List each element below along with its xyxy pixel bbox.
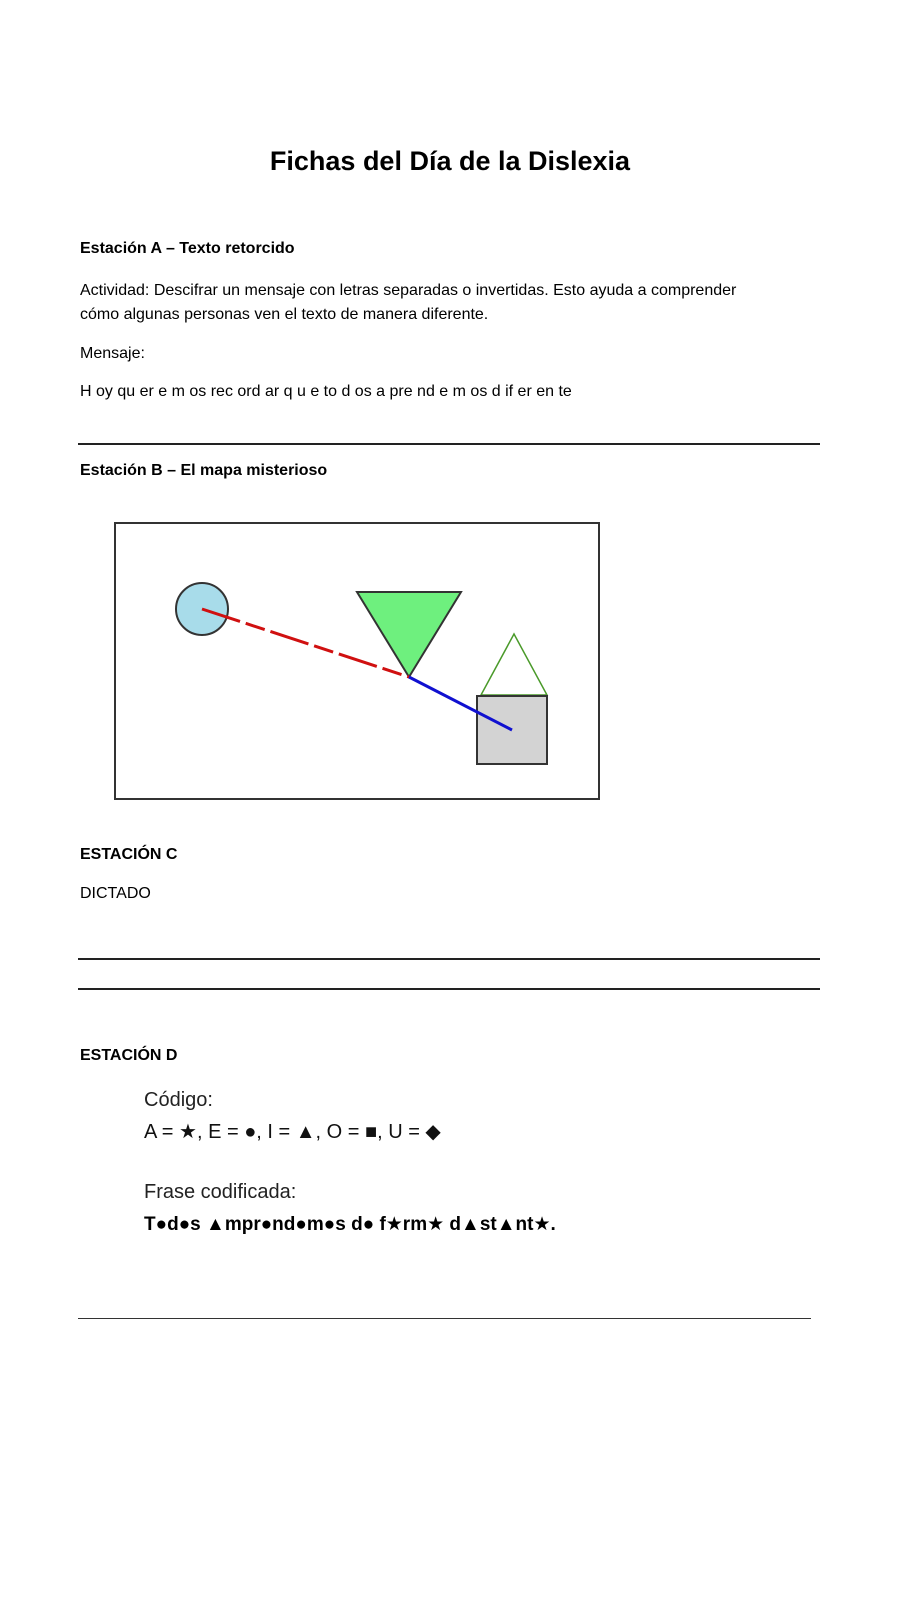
encoded-phrase: T●d●s ▲mpr●nd●m●s d● f★rm★ d▲st▲nt★.	[144, 1214, 556, 1235]
station-a-message-label: Mensaje:	[80, 345, 145, 362]
station-a-activity-line2: cómo algunas personas ven el texto de manera diferente.	[80, 306, 489, 323]
station-c-heading: ESTACIÓN C	[80, 846, 178, 863]
page-title: Fichas del Día de la Dislexia	[269, 146, 631, 176]
answer-line	[78, 958, 820, 960]
code-label: Código:	[144, 1089, 213, 1111]
station-a-message: H oy qu er e m os rec ord ar q u e to d os a pre nd e m os d if er en te	[80, 383, 572, 400]
station-a-activity-line1: Actividad: Descifrar un mensaje con letras separadas o invertidas. Esto ayuda a comprender	[80, 282, 737, 299]
station-a-heading: Estación A – Texto retorcido	[80, 240, 295, 257]
station-b-heading: Estación B – El mapa misterioso	[80, 462, 328, 479]
answer-line	[78, 988, 820, 990]
station-d-heading: ESTACIÓN D	[80, 1047, 178, 1064]
answer-line	[78, 1318, 811, 1319]
phrase-label: Frase codificada:	[144, 1181, 297, 1203]
code-key: A = ★, E = ●, I = ▲, O = ■, U = ◆	[144, 1121, 441, 1143]
station-c-label: DICTADO	[80, 885, 151, 902]
mystery-map	[114, 522, 600, 800]
divider	[78, 443, 820, 445]
